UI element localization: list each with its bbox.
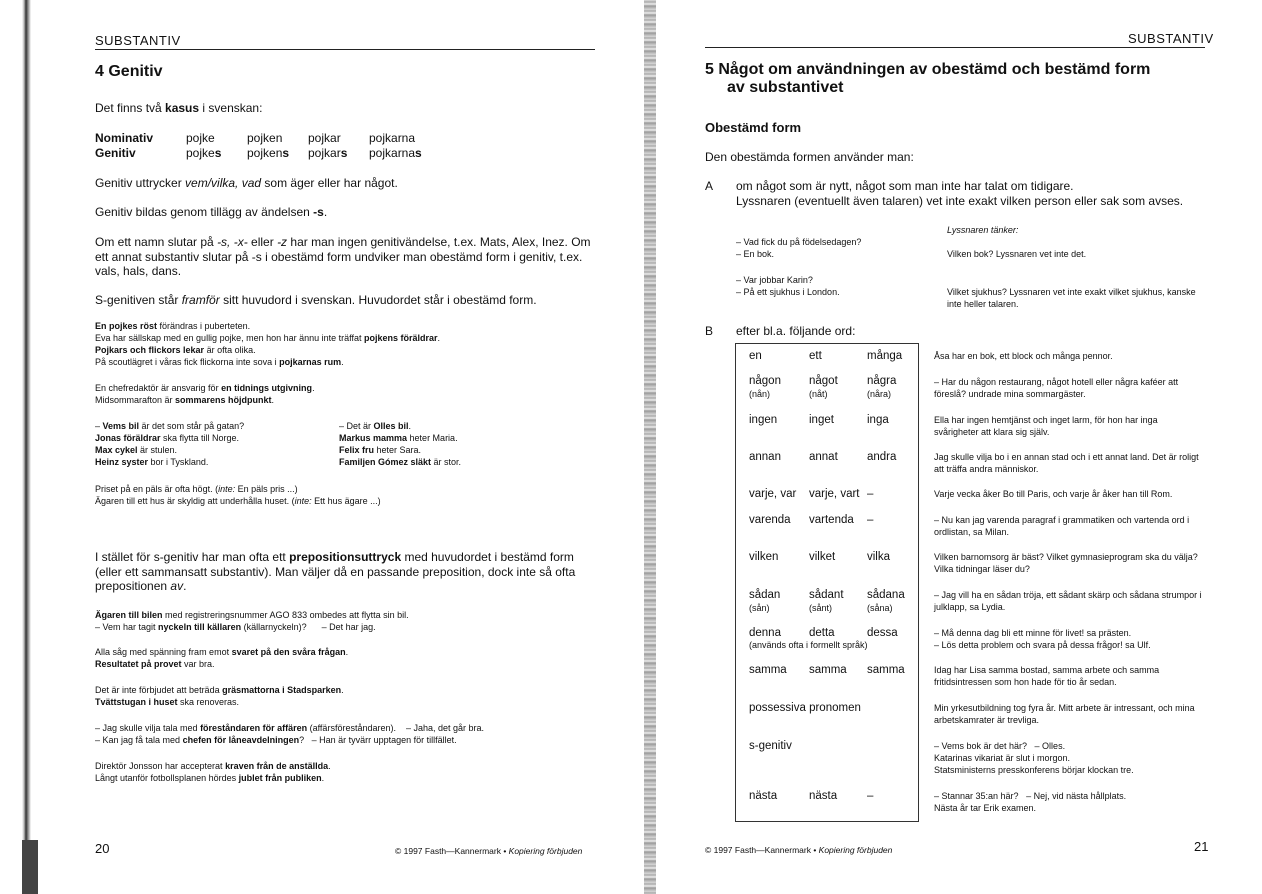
- left-footer-copyright: © 1997 Fasth—Kannermark • Kopiering förbjuden: [395, 846, 583, 856]
- word-col-1: samma: [749, 664, 787, 676]
- para-prepositionsuttryck: I stället för s-genitiv har man ofta ett prepositionsuttryck med huvudordet i bestämd form (eller ett sammansatt substantiv). Man väljer då en passande preposition, dock inte så ofta prepositionen av.: [95, 550, 576, 593]
- word-example: Min yrkesutbildning tog fyra år. Mitt arbete är intressant, och mina arbetskamrater är trevliga.: [934, 703, 1195, 725]
- right-page-number: 21: [1194, 839, 1209, 854]
- word-col-3: –: [867, 514, 874, 526]
- left-running-header: SUBSTANTIV: [95, 33, 181, 48]
- para-genitiv-uttrycker: Genitiv uttrycker vem/vilka, vad som äger eller har något.: [95, 176, 398, 190]
- word-col-2: nästa: [809, 790, 838, 802]
- section-b-label: B: [705, 324, 714, 338]
- listener-thought-2: Vilket sjukhus? Lyssnaren vet inte exakt vilket sjukhus, kanske inte heller talaren.: [947, 287, 1196, 309]
- word-col-1: nästa: [749, 790, 778, 802]
- case-label: Genitiv: [95, 146, 136, 160]
- para-s-genitiven: S-genitiven står framför sitt huvudord i svenskan. Huvudordet står i obestämd form.: [95, 293, 537, 307]
- word-col-1: sådan (sån): [749, 589, 781, 613]
- listener-thought-1: Vilken bok? Lyssnaren vet inte det.: [947, 249, 1087, 259]
- word-example: – Har du någon restaurang, något hotell eller några kaféer att föreslå? undrade mina sommargäster.: [934, 377, 1179, 399]
- example-block-3-right: – Det är Olles bil. Markus mamma heter Maria. Felix fru heter Sara. Familjen Gómez släkt är stor.: [339, 421, 462, 467]
- right-page-title-line1: 5 Något om användningen av obestämd och bestämd form: [705, 61, 1151, 78]
- word-col-2: varje, vart: [809, 488, 860, 500]
- word-col-2: detta: [809, 627, 835, 639]
- listener-thinks-label: Lyssnaren tänker:: [947, 225, 1019, 235]
- word-example: Idag har Lisa samma bostad, samma arbete och samma fritidsintressen som hon hade för tio år sedan.: [934, 665, 1160, 687]
- word-col-3: dessa: [867, 627, 898, 639]
- left-page-title: 4 Genitiv: [95, 63, 163, 80]
- word-example: – Jag vill ha en sådan tröja, ett sådant skärp och sådana strumpor i julklapp, sa Lydia.: [934, 590, 1202, 612]
- scan-edge-left: [0, 0, 40, 894]
- denna-note: (används ofta i formellt språk): [749, 640, 868, 650]
- left-header-rule: [95, 49, 595, 50]
- right-header-rule: [705, 47, 1205, 48]
- example-block-1: En pojkes röst förändras i puberteten. Eva har sällskap med en gullig pojke, men hon har ännu inte träffat pojkens föräldrar. Pojkars och flickors lekar är ofta olika. På scoutlägret i våras fick flickorna inte sova i pojkarnas rum.: [95, 321, 441, 367]
- example-block-6: Alla såg med spänning fram emot svaret på den svåra frågan. Resultatet på provet var bra.: [95, 647, 349, 669]
- word-col-1: annan: [749, 451, 781, 463]
- dialog-1: – Vad fick du på födelsedagen? – En bok.: [736, 237, 862, 259]
- right-page-title-line2: av substantivet: [727, 79, 844, 96]
- word-col-1: vilken: [749, 551, 779, 563]
- word-col-1: ingen: [749, 414, 778, 426]
- right-running-header: SUBSTANTIV: [1128, 31, 1214, 46]
- example-block-5: Ägaren till bilen med registreringsnummer AGO 833 ombedes att flytta sin bil. – Vem har tagit nyckeln till källaren (källarnyckeln)? – Det har jag.: [95, 610, 409, 632]
- word-col-3: –: [867, 790, 874, 802]
- word-col-2: inget: [809, 414, 834, 426]
- left-page-number: 20: [95, 841, 110, 856]
- case-form: pojkars: [308, 146, 348, 160]
- word-col-2: samma: [809, 664, 847, 676]
- word-col-1: possessiva pronomen: [749, 702, 861, 714]
- word-col-1: någon (nån): [749, 375, 781, 399]
- word-example: – Må denna dag bli ett minne för livet! sa prästen. – Lös detta problem och svara på dessa frågor! sa Ulf.: [934, 628, 1151, 650]
- word-col-3: några (nåra): [867, 375, 897, 399]
- word-col-2: ett: [809, 350, 822, 362]
- word-col-3: vilka: [867, 551, 891, 563]
- section-a-label: A: [705, 179, 714, 193]
- left-intro: Det finns två kasus i svenskan:: [95, 101, 263, 115]
- word-example: Varje vecka åker Bo till Paris, och varje år åker han till Rom.: [934, 489, 1173, 499]
- example-block-8: – Jag skulle vilja tala med föreståndaren för affären (affärsföreståndaren). – Jaha, det går bra. – Kan jag få tala med chefen för låneavdelningen? – Han är tyvärr upptagen för tillfället.: [95, 723, 485, 745]
- word-col-3: samma: [867, 664, 905, 676]
- right-intro: Den obestämda formen använder man:: [705, 150, 914, 164]
- example-block-4: Priset på en päls är ofta högt. (inte: En päls pris ...) Ägaren till ett hus är skyldig att underhålla huset. (inte: Ett hus ägare ...): [95, 484, 381, 506]
- word-col-1: en: [749, 350, 762, 362]
- case-form: pojkarnas: [369, 146, 422, 160]
- word-example: – Stannar 35:an här? – Nej, vid nästa hållplats. Nästa år tar Erik examen.: [934, 791, 1127, 813]
- word-col-3: många: [867, 350, 903, 362]
- word-col-3: sådana (såna): [867, 589, 905, 613]
- word-col-3: –: [867, 488, 874, 500]
- word-col-3: inga: [867, 414, 889, 426]
- word-col-2: vartenda: [809, 514, 854, 526]
- subtitle-obestamd-form: Obestämd form: [705, 120, 802, 135]
- para-genitiv-bildas: Genitiv bildas genom tillägg av ändelsen -s.: [95, 205, 328, 219]
- right-footer-copyright: © 1997 Fasth—Kannermark • Kopiering förbjuden: [705, 845, 893, 855]
- case-form: pojkens: [247, 146, 290, 160]
- word-example: – Vems bok är det här? – Olles. Katarinas vikariat är slut i morgon. Statsministerns presskonferens börjar klockan tre.: [934, 741, 1134, 775]
- case-label: Nominativ: [95, 131, 154, 145]
- word-example: Åsa har en bok, ett block och många pennor.: [934, 351, 1113, 361]
- case-form: pojken: [247, 131, 283, 145]
- case-form: pojkarna: [369, 131, 416, 145]
- para-namn-slutar: Om ett namn slutar på -s, -x- eller -z har man ingen genitivändelse, t.ex. Mats, Alex, Inez. Om ett annat substantiv slutar på -s i obestämd form undviker man obestämd form i genitiv, t.ex. vals, hals, dans.: [95, 235, 591, 278]
- word-example: Jag skulle vilja bo i en annan stad och i ett annat land. Det är roligt att träffa andra människor.: [934, 452, 1199, 474]
- word-col-3: andra: [867, 451, 897, 463]
- scan-edge-shadow: [22, 840, 38, 894]
- word-example: Vilken barnomsorg är bäst? Vilket gymnasieprogram ska du välja? Vilka tidningar läser du?: [934, 552, 1198, 574]
- example-block-2: En chefredaktör är ansvarig för en tidnings utgivning. Midsommarafton är sommarens höjdpunkt.: [95, 383, 315, 405]
- word-col-1: varje, var: [749, 488, 797, 500]
- word-col-1: varenda: [749, 514, 791, 526]
- word-example: Ella har ingen hemtjänst och inget larm, för hon har inga svårigheter att klara sig själv.: [934, 415, 1158, 437]
- section-b-text: efter bl.a. följande ord:: [736, 324, 856, 338]
- word-col-2: något (nåt): [809, 375, 838, 399]
- case-form: pojkes: [186, 146, 222, 160]
- case-form: pojke: [186, 131, 215, 145]
- case-form: pojkar: [308, 131, 341, 145]
- word-col-2: vilket: [809, 551, 836, 563]
- dialog-2: – Var jobbar Karin? – På ett sjukhus i London.: [736, 275, 840, 297]
- book-spine: [644, 0, 656, 894]
- word-col-1: s-genitiv: [749, 740, 792, 752]
- example-block-9: Direktör Jonsson har accepterat kraven från de anställda. Långt utanför fotbollsplanen hördes jublet från publiken.: [95, 761, 331, 783]
- word-col-2: sådant (sånt): [809, 589, 844, 613]
- word-example: – Nu kan jag varenda paragraf i grammatiken och vartenda ord i ordlistan, sa Milan.: [934, 515, 1190, 537]
- word-col-1: denna: [749, 627, 781, 639]
- example-block-7: Det är inte förbjudet att beträda gräsmattorna i Stadsparken. Tvättstugan i huset ska renoveras.: [95, 685, 344, 707]
- example-block-3-left: – Vems bil är det som står på gatan? Jonas föräldrar ska flytta till Norge. Max cykel är stulen. Heinz syster bor i Tyskland.: [95, 421, 245, 467]
- section-a-text: om något som är nytt, något som man inte har talat om tidigare. Lyssnaren (eventuellt även talaren) vet inte exakt vilken person eller sak som avses.: [736, 179, 1184, 208]
- word-col-2: annat: [809, 451, 838, 463]
